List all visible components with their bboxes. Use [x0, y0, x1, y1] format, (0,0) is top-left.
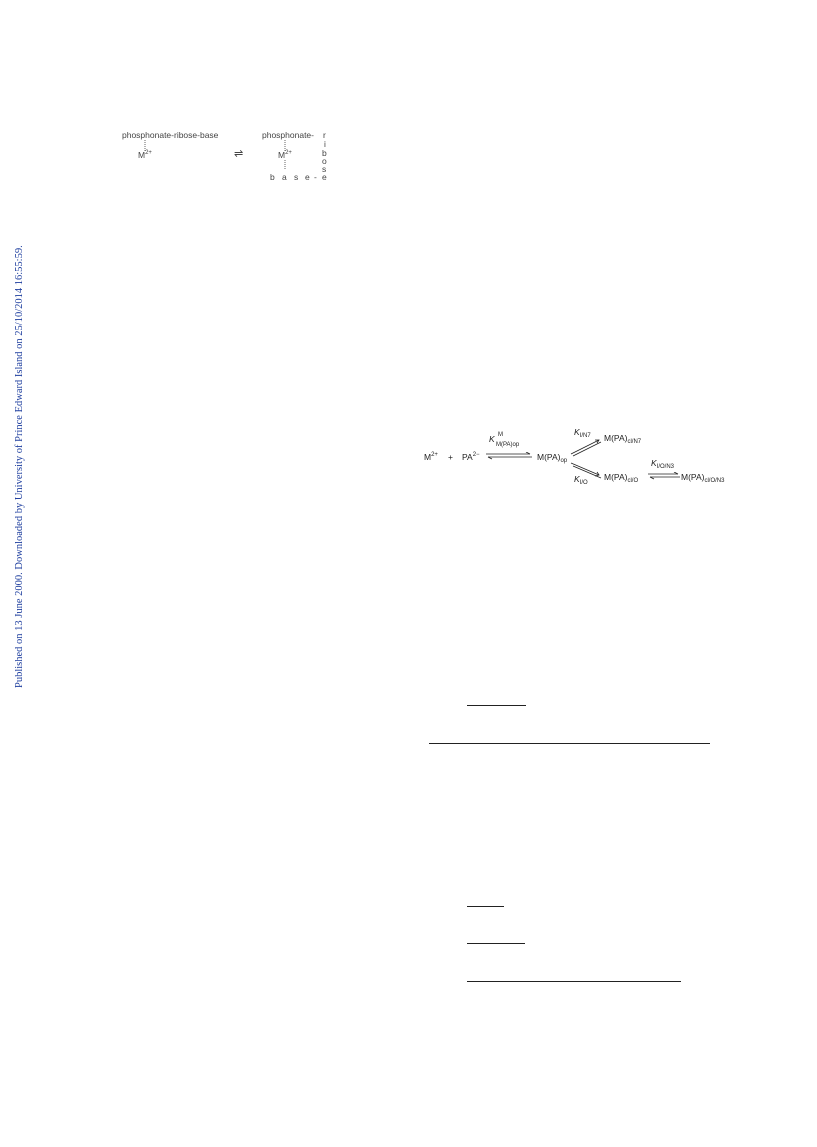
- plus-sign: +: [448, 452, 453, 462]
- o-closed-complex: $M(PA)_{cl/O}$: [604, 472, 639, 484]
- metal-ion: $M^{2+}$: [424, 452, 438, 462]
- base-letter: a: [282, 172, 287, 182]
- ribose-letter: i: [324, 139, 326, 149]
- stability-constant-sub: M(PA)op: [496, 442, 520, 448]
- side-citation-strip: [0, 0, 24, 1147]
- ribose-letter: r: [323, 130, 326, 140]
- fraction-bar: [467, 705, 526, 706]
- download-citation: Published on 13 June 2000. Downloaded by University of Prince Edward Island on 25/10/2014 16:55:59.: [14, 245, 25, 688]
- n7-equilibrium-arrow-icon: [570, 437, 602, 457]
- equilibrium-arrow-icon: ⇌: [234, 148, 244, 160]
- ligand: $PA^{2-}$: [462, 452, 480, 462]
- main-equilibrium-arrow-icon: [486, 452, 532, 460]
- n7-closed-complex: $M(PA)_{cl/N7}$: [604, 433, 642, 445]
- on3-equilibrium-arrow-icon: [648, 472, 680, 480]
- ribose-letter: s: [322, 164, 327, 174]
- ribose-letter: o: [322, 156, 327, 166]
- scheme1-right-dotted-bond-bottom: [283, 160, 287, 170]
- fraction-bar: [467, 906, 504, 907]
- fraction-bar: [467, 981, 681, 982]
- k-o-label: $K_{I/O}$: [574, 474, 588, 486]
- ribose-letter: e: [322, 172, 327, 182]
- base-letter: s: [294, 172, 299, 182]
- fraction-bar: [467, 943, 525, 944]
- scheme1-left-metal: $M^{2+}$: [138, 150, 152, 160]
- open-complex: $M(PA)_{op}$: [537, 452, 568, 464]
- base-letter: e: [305, 172, 310, 182]
- k-n7-label: $K_{I/N7}$: [574, 427, 591, 439]
- k-on3-label: $K_{I/O/N3}$: [651, 458, 675, 470]
- base-letter: b: [270, 172, 275, 182]
- scheme1-right-metal: $M^{2+}$: [278, 150, 292, 160]
- ribose-letter: b: [322, 148, 327, 158]
- stability-constant-sup: M: [498, 432, 503, 438]
- scheme1-right-chain: phosphonate-: [262, 130, 314, 140]
- stability-constant-label: K: [489, 434, 495, 444]
- scheme1-left-chain: phosphonate-ribose-base: [122, 130, 219, 140]
- fraction-bar: [429, 743, 710, 744]
- base-letter: -: [314, 172, 317, 182]
- on3-closed-complex: $M(PA)_{cl/O/N3}$: [681, 472, 725, 484]
